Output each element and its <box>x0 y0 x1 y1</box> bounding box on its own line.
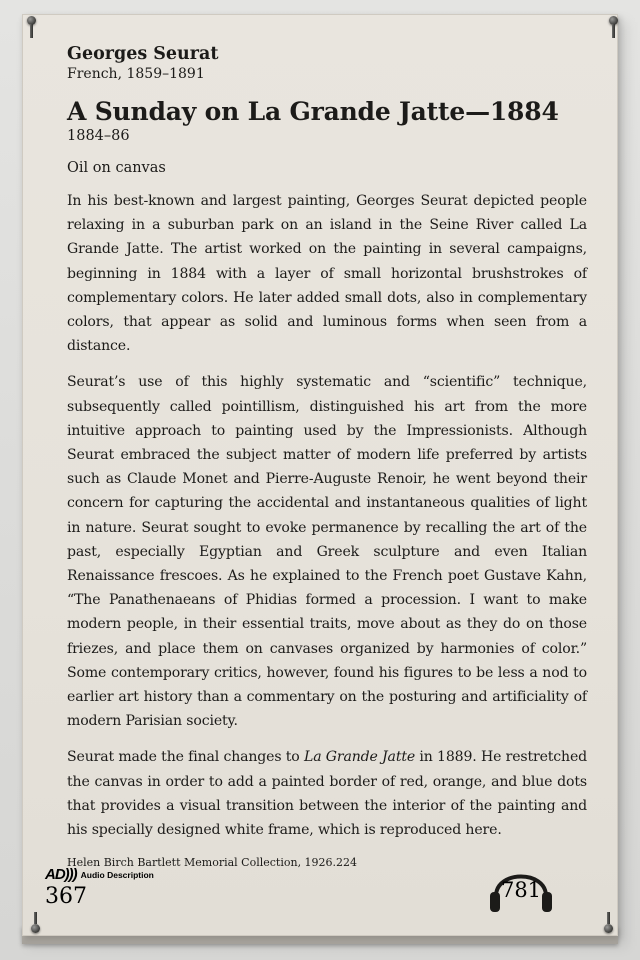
artist-name: Georges Seurat <box>67 44 219 64</box>
label-content <box>67 44 587 870</box>
description-paragraph-3 <box>67 745 587 842</box>
artist-nationality: French, 1859–1891 <box>67 66 205 82</box>
description-paragraph-1: In his best-known and largest painting, Georges Seurat depicted people relaxing in a suburban park on an island in the Seine River called La Grande Jatte. The artist worked on the painting in several campaigns, beginning in 1884 with a layer of small horizontal brushstrokes of complementary colors. He later added small dots, also in complementary colors, that appear as solid and luminous forms when seen from a distance. <box>67 193 587 355</box>
audio-description-number: 367 <box>45 884 87 909</box>
audio-description-block <box>45 866 154 909</box>
paragraph-3-italic-title: La Grande Jatte <box>303 749 416 766</box>
audio-description-logo <box>45 866 154 883</box>
wall-label-plaque <box>22 14 618 936</box>
audio-description-label: Audio Description <box>80 869 154 880</box>
artwork-title: A Sunday on La Grande Jatte—1884 <box>67 97 559 126</box>
audio-tour-badge <box>486 856 556 914</box>
description-paragraph-2: Seurat’s use of this highly systematic and “scientific” technique, subsequently called pointillism, distinguished his art from the more intuitive approach to painting used by the Impressionists. Although Seurat embraced the subject matter of modern life preferred by artists such as Claude Monet and Pierre-Auguste Renoir, he went beyond their concern for capturing the accidental and instantaneous qualities of light in nature. Seurat sought to evoke permanence by recalling the art of the past, especially Egyptian and Greek sculpture and even Italian Renaissance frescoes. As he explained to the French poet Gustave Kahn, “The Panathenaeans of Phidias formed a procession. I want to make modern people, in their essential traits, move about as they do on those friezes, and place them on canvases organized by harmonies of color.” Some contemporary critics, however, found his figures to be less a nod to earlier art history than a commentary on the posturing and artificiality of modern Parisian society. <box>67 374 587 730</box>
artwork-medium: Oil on canvas <box>67 160 166 176</box>
mounting-pin-bottom-left <box>31 924 40 933</box>
mounting-pin-top-left <box>27 16 36 25</box>
mounting-pin-bottom-right <box>604 924 613 933</box>
artwork-date: 1884–86 <box>67 128 130 144</box>
credit-line: Helen Birch Bartlett Memorial Collection, 1926.224 <box>67 856 358 870</box>
paragraph-3-before: Seurat made the final changes to <box>67 749 304 766</box>
mounting-pin-top-right <box>609 16 618 25</box>
paragraph-3-after: in 1889. He restretched the canvas in order to add a painted border of red, orange, and blue dots that provides a visual transition between the interior of the painting and his specially designed white frame, which is reproduced here. <box>67 749 588 839</box>
audio-description-icon: AD))) <box>45 866 77 883</box>
audio-tour-number: 781 <box>500 878 542 902</box>
